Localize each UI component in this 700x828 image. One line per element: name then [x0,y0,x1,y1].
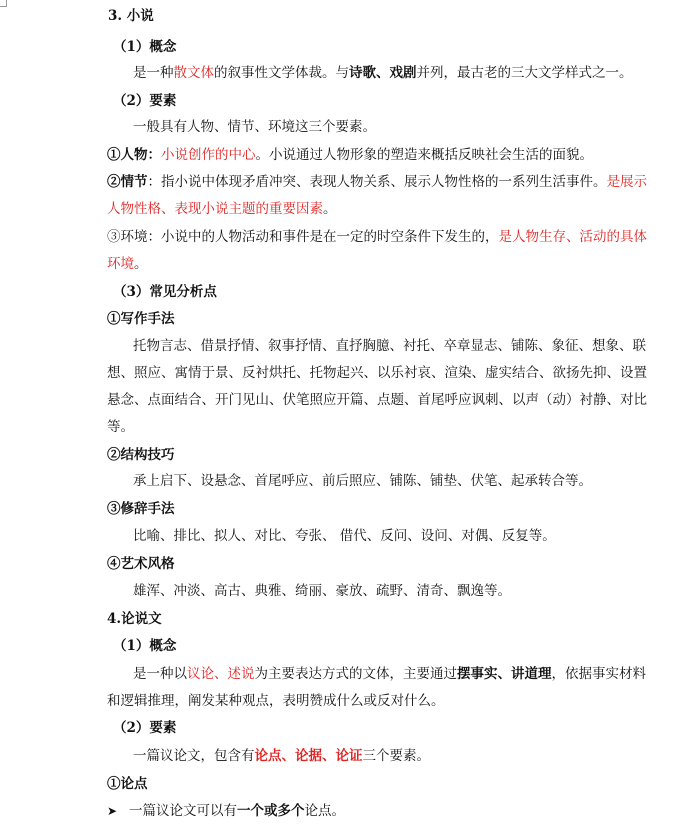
s3-writing-technique-heading: ①写作手法 [107,311,175,327]
s4-concept-text-line2: 和逻辑推理，阐发某种观点，表明赞成什么或反对什么。 [107,693,445,709]
s4-elements-text: 一篇议论文，包含有论点、论据、论证三个要素。 [133,748,430,764]
s3-style-heading: ④艺术风格 [107,556,175,572]
s3-concept-heading: （1）概念 [113,39,177,55]
s3-writing-technique-line4: 等。 [107,419,134,435]
s4-concept-text-line1: 是一种以议论、述说为主要表达方式的文体，主要通过摆事实、讲道理，依据事实材料 [133,666,646,682]
s3-rhetoric-text: 比喻、排比、拟人、对比、夸张、 借代、反问、设问、对偶、反复等。 [133,528,556,544]
s4-elements-heading: （2）要素 [113,720,177,736]
s3-writing-technique-line3: 悬念、点面结合、开门见山、伏笔照应开篇、点题、首尾呼应讽刺、以声（动）衬静、对比 [107,392,647,408]
s3-rhetoric-heading: ③修辞手法 [107,501,175,517]
s3-plot-text-line1: ②情节：指小说中体现矛盾冲突、表现人物关系、展示人物性格的一系列生活事件。是展示 [107,174,647,190]
s3-writing-technique-line1: 托物言志、借景抒情、叙事抒情、直抒胸臆、衬托、卒章显志、铺陈、象征、想象、联 [133,338,646,354]
s3-elements-heading: （2）要素 [113,93,177,109]
s3-writing-technique-line2: 想、照应、寓情于景、反衬烘托、托物起兴、以乐衬哀、渲染、虚实结合、欲扬先抑、设置 [107,365,647,381]
s3-setting-text-line2: 环境。 [107,256,148,272]
s3-setting-text-line1: ③环境：小说中的人物活动和事件是在一定的时空条件下发生的，是人物生存、活动的具体 [107,229,647,245]
s3-structure-heading: ②结构技巧 [107,447,175,463]
section-3-heading: 3. 小说 [108,8,154,24]
s3-plot-text-line2: 人物性格、表现小说主题的重要因素。 [107,201,337,217]
s4-thesis-bullet: ➤ 一篇议论文可以有一个或多个论点。 [107,803,345,819]
section-4-heading: 4.论说文 [107,611,162,627]
s3-concept-text: 是一种散文体的叙事性文学体裁。与诗歌、戏剧并列，最古老的三大文学样式之一。 [133,65,633,81]
s4-concept-heading: （1）概念 [113,638,177,654]
s3-character-text: ①人物：小说创作的中心。小说通过人物形象的塑造来概括反映社会生活的面貌。 [107,147,593,163]
s3-analysis-heading: （3）常见分析点 [113,284,217,300]
s3-elements-intro: 一般具有人物、情节、环境这三个要素。 [133,119,376,135]
s3-structure-text: 承上启下、设悬念、首尾呼应、前后照应、铺陈、铺垫、伏笔、起承转合等。 [133,473,592,489]
s3-style-text: 雄浑、冲淡、高古、典雅、绮丽、豪放、疏野、清奇、飘逸等。 [133,583,511,599]
arrow-bullet-icon: ➤ [107,804,118,818]
page-corner-mark [0,0,7,7]
s4-thesis-heading: ①论点 [107,776,148,792]
